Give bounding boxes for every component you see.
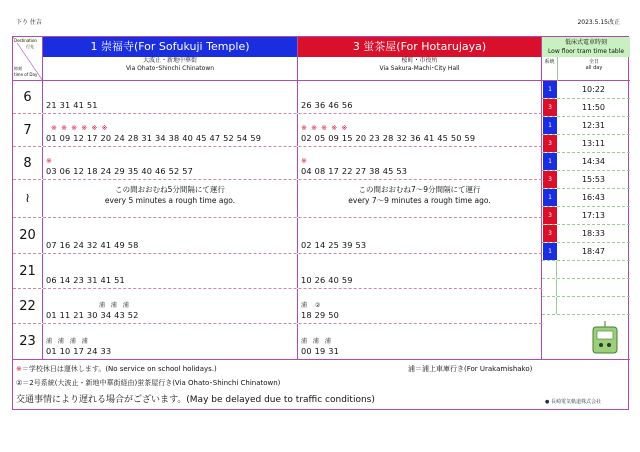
dir1-minutes: 06 14 23 31 41 51 — [46, 275, 125, 285]
tram-row — [542, 189, 630, 207]
dir1-minutes: 01 10 17 24 33 — [46, 346, 112, 356]
corner-header — [13, 37, 43, 81]
tram-row-empty — [542, 297, 630, 315]
dir1-minutes: 01 09 12 17 20 24 28 31 34 38 40 45 47 52 54 59 — [46, 133, 262, 143]
tram-line-badge: 3 — [543, 171, 557, 188]
tram-line-badge: 1 — [543, 153, 557, 170]
note-school-holiday — [16, 364, 217, 374]
tram-col-line: 系統 — [542, 57, 558, 81]
note-delay: 交通事情により遅れる場合がございます。(May be delayed due to traffic conditions) — [16, 395, 375, 405]
dir3-minutes: 00 19 31 — [301, 346, 340, 356]
tram-col-time — [558, 57, 630, 81]
tram-row — [542, 135, 630, 153]
direction-3-via-jp: 桜町・市役所 — [401, 57, 438, 64]
table-row-7 — [13, 114, 542, 147]
tram-row — [542, 207, 630, 225]
tram-row-empty — [542, 261, 630, 279]
dir1-marks: ※ ※ ※ ※ ※ ※ — [51, 124, 108, 132]
company-logo: ● 長崎電気軌道株式会社 — [545, 399, 601, 405]
corner-hour-jp: 時刻 — [14, 66, 22, 71]
note-school-holiday-text: ＝学校休日は運休します。(No service on school holidays.) — [21, 365, 217, 373]
tram-row-empty — [542, 279, 630, 297]
dir3-marks: ※ — [301, 157, 307, 165]
direction-1-title: 1 崇福寺(For Sofukuji Temple) — [43, 37, 297, 57]
tram-line-badge: 3 — [543, 207, 557, 224]
table-row-23 — [13, 324, 542, 359]
tram-time-empty — [557, 261, 630, 278]
tram-line-badge: 3 — [543, 99, 557, 116]
tram-time: 12:31 — [581, 121, 606, 130]
corner-hour-en: time of Day — [14, 72, 38, 77]
dir1-minutes-cell — [43, 324, 298, 359]
dir1-minutes: 03 06 12 18 24 29 35 40 46 52 57 — [46, 166, 194, 176]
tram-line-badge: 1 — [543, 243, 557, 260]
dir3-interval-jp: この間おおむね7～9分間隔にて運行 — [358, 185, 481, 194]
tram-line-empty — [543, 279, 557, 296]
tram-col-time-jp: 全日 — [588, 59, 599, 65]
tram-time-empty — [557, 279, 630, 296]
table-row-interval — [13, 180, 542, 218]
tram-time: 17:13 — [581, 211, 606, 220]
dir3-minutes-cell — [298, 289, 542, 323]
dir3-minutes: 02 14 25 39 53 — [301, 240, 367, 250]
dir3-minutes: 02 05 09 15 20 23 28 32 36 41 45 50 59 — [301, 133, 476, 143]
timetable — [12, 36, 629, 410]
footnotes — [13, 359, 630, 411]
table-row-6 — [13, 81, 542, 114]
hour-cell: 21 — [13, 254, 43, 288]
dir1-interval-en: every 5 minutes a rough time ago. — [104, 196, 236, 205]
dir3-minutes-cell — [298, 254, 542, 288]
dir3-minutes-cell — [298, 81, 542, 113]
dir1-minutes-cell — [43, 289, 298, 323]
hour-cell: 8 — [13, 147, 43, 179]
hour-cell: 20 — [13, 218, 43, 253]
tram-line-badge: 3 — [543, 135, 557, 152]
dir1-marks: ※ — [46, 157, 52, 165]
tram-line-empty — [543, 297, 557, 314]
tram-time: 13:11 — [581, 139, 606, 148]
dir3-minutes: 26 36 46 56 — [301, 100, 353, 110]
tram-row — [542, 81, 630, 99]
hour-cell: 22 — [13, 289, 43, 323]
note-mark: ※ — [16, 365, 22, 373]
direction-3-via-en: Via Sakura-Machi･City Hall — [379, 65, 460, 72]
tram-col-time-en: all day — [585, 65, 603, 71]
tram-subheader — [542, 57, 630, 81]
tram-time: 15:53 — [581, 175, 606, 184]
dir1-interval — [43, 184, 297, 206]
dir1-minutes-cell — [43, 254, 298, 288]
direction-3-header — [298, 37, 542, 81]
dir1-minutes: 01 11 21 30 34 43 52 — [46, 310, 139, 320]
note-urakami: 浦＝浦上車庫行き(For Urakamishako) — [408, 365, 533, 373]
dir3-minutes: 04 08 17 22 27 38 45 53 — [301, 166, 408, 176]
dir3-minutes-cell — [298, 324, 542, 359]
table-row-20 — [13, 218, 542, 254]
company-name: 長崎電気軌道株式会社 — [550, 399, 601, 405]
tram-row — [542, 117, 630, 135]
revision-date: 2023.5.15改正 — [577, 19, 620, 26]
tram-title-en: Low floor tram time table — [547, 48, 625, 55]
tram-title-jp: 低床式電車時刻 — [564, 39, 607, 46]
corner-destination-jp: 行先 — [26, 44, 34, 49]
tram-row — [542, 99, 630, 117]
dir3-minutes: 18 29 50 — [301, 310, 340, 320]
tram-line-badge: 1 — [543, 81, 557, 98]
dir1-minutes-cell — [43, 114, 298, 146]
direction-1-via-en: Via Ohato･Shinchi Chinatown — [125, 65, 215, 72]
dir3-interval — [298, 184, 541, 206]
dir3-minutes-cell — [298, 147, 542, 179]
dir1-minutes-cell — [43, 218, 298, 253]
tram-time: 14:34 — [581, 157, 606, 166]
dir1-minutes-cell — [43, 147, 298, 179]
tram-time: 10:22 — [581, 85, 606, 94]
corner-destination-en: Destination — [14, 38, 37, 43]
hour-cell: 6 — [13, 81, 43, 113]
tram-line-empty — [543, 261, 557, 278]
tram-time: 16:43 — [581, 193, 606, 202]
hour-cell: 23 — [13, 324, 43, 359]
direction-1-header — [43, 37, 298, 81]
dir3-minutes-cell — [298, 114, 542, 146]
note-line-2: ②＝2号系統(大波止・新地中華街経由)蛍茶屋行き(Via Ohato･Shinchi Chinatown) — [16, 379, 281, 387]
tram-line-badge: 1 — [543, 189, 557, 206]
tram-time-empty — [557, 297, 630, 314]
dir3-interval-cell — [298, 180, 542, 217]
tram-row — [542, 171, 630, 189]
mascot-icon — [585, 319, 625, 357]
dir3-marks: 浦 ② — [301, 302, 321, 309]
table-row-21 — [13, 254, 542, 289]
dir3-minutes: 10 26 40 59 — [301, 275, 353, 285]
dir3-minutes-cell — [298, 218, 542, 253]
tram-row — [542, 225, 630, 243]
tram-time: 18:47 — [581, 247, 606, 256]
dir1-marks: 浦 浦 浦 — [99, 302, 129, 309]
tram-header — [542, 37, 630, 81]
dir1-minutes: 21 31 41 51 — [46, 100, 98, 110]
dir3-marks: 浦 浦 浦 — [301, 338, 331, 345]
dir3-interval-en: every 7～9 minutes a rough time ago. — [348, 196, 491, 205]
tram-row — [542, 243, 630, 261]
tram-line-badge: 3 — [543, 225, 557, 242]
tram-row — [542, 153, 630, 171]
hour-cell: 7 — [13, 114, 43, 146]
hour-cell: ≀ — [13, 180, 43, 217]
dir1-minutes-cell — [43, 81, 298, 113]
tram-time: 11:50 — [581, 103, 606, 112]
dir1-interval-jp: この間おおむね5分間隔にて運行 — [115, 185, 225, 194]
table-row-22 — [13, 289, 542, 324]
dir3-marks: ※ ※ ※ ※ ※ — [301, 124, 348, 132]
dir1-minutes: 07 16 24 32 41 49 58 — [46, 240, 139, 250]
tram-line-badge: 1 — [543, 117, 557, 134]
tram-time: 18:33 — [581, 229, 606, 238]
dir1-marks: 浦 浦 浦 浦 — [46, 338, 88, 345]
header-direction: 下り 住吉 — [16, 19, 42, 26]
dir1-interval-cell — [43, 180, 298, 217]
direction-3-title: 3 蛍茶屋(For Hotarujaya) — [298, 37, 541, 57]
direction-1-via-jp: 大波止・新地中華街 — [142, 57, 197, 64]
table-row-8 — [13, 147, 542, 180]
tram-title — [542, 37, 630, 57]
